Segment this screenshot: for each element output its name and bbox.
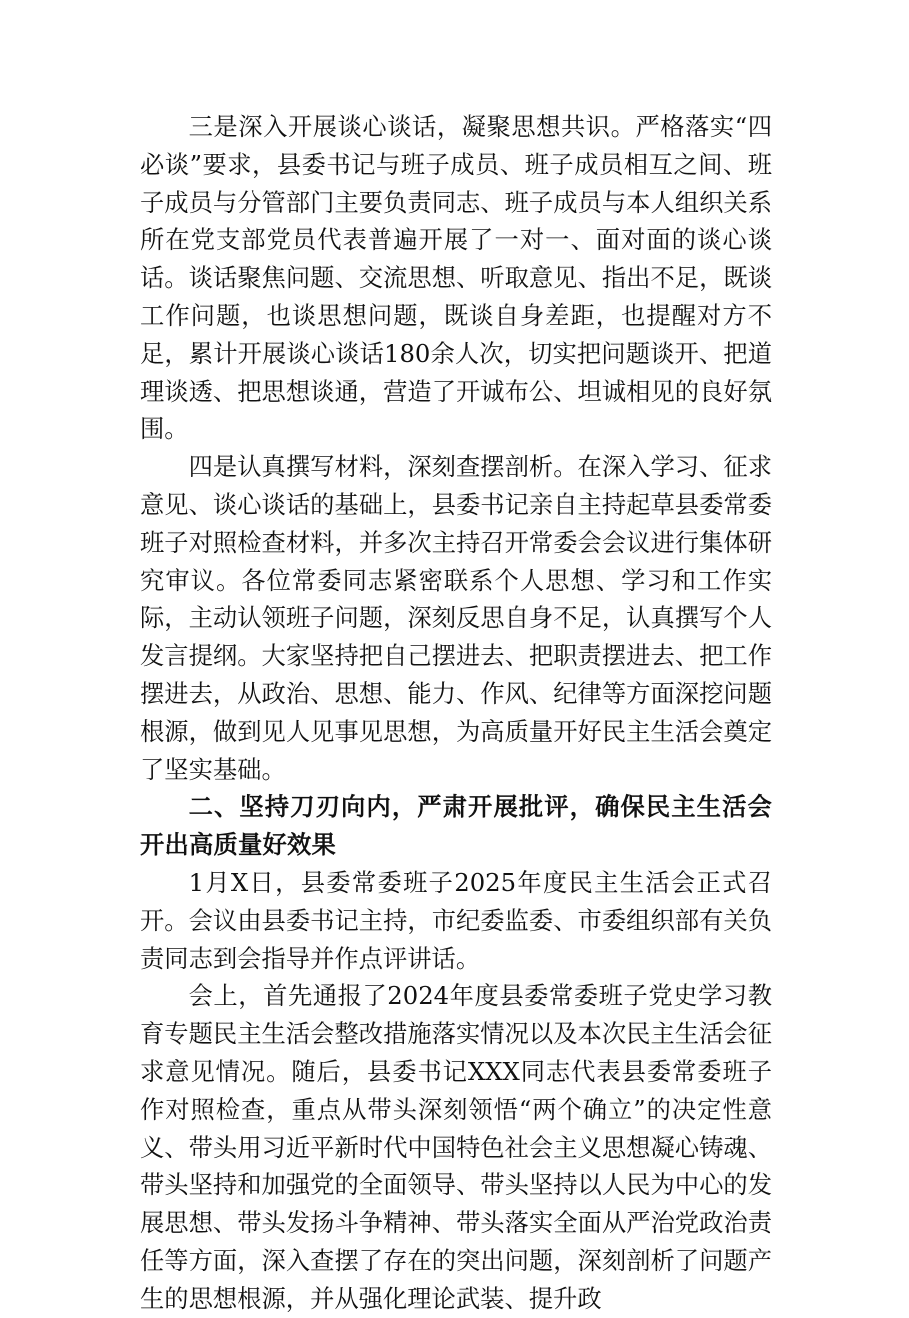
section-heading: 二、坚持刀刃向内，严肃开展批评，确保民主生活会开出高质量好效果 — [140, 792, 772, 860]
paragraph-talks: 三是深入开展谈心谈话，凝聚思想共识。严格落实“四必谈”要求，县委书记与班子成员、班子成员相互之间、班子成员与分管部门主要负责同志、班子成员与本人组织关系所在党支部党员代表普遍开展了一对一、面对面的谈心谈话。谈话聚焦问题、交流思想、听取意见、指出不足，既谈工作问题，也谈思想问题，既谈自身差距，也提醒对方不足，累计开展谈心谈话180余人次，切实把问题谈开、把道理谈透、把思想谈通，营造了开诚布公、坦诚相见的良好氛围。 — [140, 112, 772, 444]
paragraph-meeting-held: 1月X日，县委常委班子2025年度民主生活会正式召开。会议由县委书记主持，市纪委监委、市委组织部有关负责同志到会指导并作点评讲话。 — [140, 867, 772, 973]
paragraph-meeting-content: 会上，首先通报了2024年度县委常委班子党史学习教育专题民主生活会整改措施落实情况以及本次民主生活会征求意见情况。随后，县委书记XXX同志代表县委常委班子作对照检查，重点从带头深刻领悟“两个确立”的决定性意义、带头用习近平新时代中国特色社会主义思想凝心铸魂、带头坚持和加强党的全面领导、带头坚持以人民为中心的发展思想、带头发扬斗争精神、带头落实全面从严治党政治责任等方面，深入查摆了存在的突出问题，深刻剖析了问题产生的思想根源，并从强化理论武装、提升政 — [140, 981, 772, 1313]
paragraph-materials: 四是认真撰写材料，深刻查摆剖析。在深入学习、征求意见、谈心谈话的基础上，县委书记亲自主持起草县委常委班子对照检查材料，并多次主持召开常委会会议进行集体研究审议。各位常委同志紧密联系个人思想、学习和工作实际，主动认领班子问题，深刻反思自身不足，认真撰写个人发言提纲。大家坚持把自己摆进去、把职责摆进去、把工作摆进去，从政治、思想、能力、作风、纪律等方面深挖问题根源，做到见人见事见思想，为高质量开好民主生活会奠定了坚实基础。 — [140, 452, 772, 784]
document-body — [140, 108, 772, 1318]
